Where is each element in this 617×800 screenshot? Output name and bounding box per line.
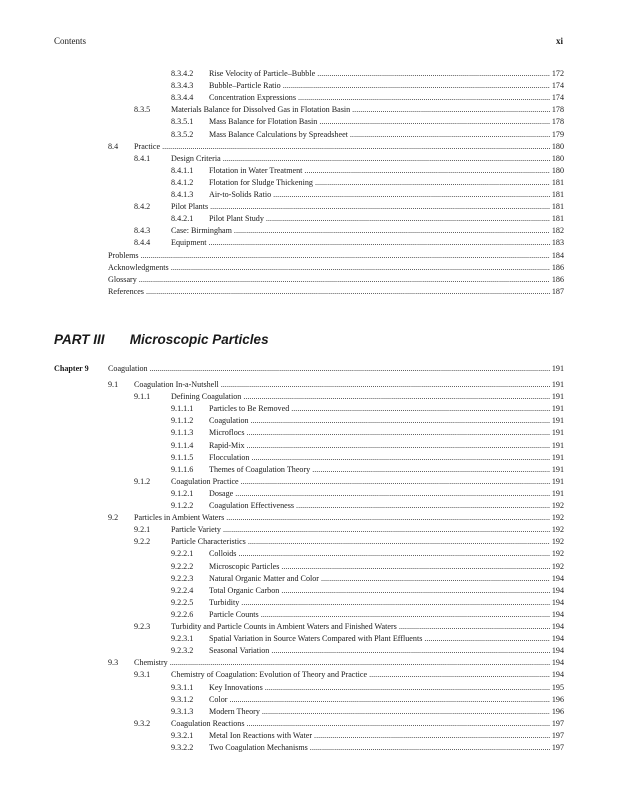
toc-entry[interactable] [108,250,564,262]
toc-entry[interactable] [171,165,564,177]
toc-entry-number: 9.2 [108,513,119,523]
dot-leader [369,669,550,681]
toc-entry[interactable] [171,573,564,585]
toc-entry-number: 9.3.1.1 [171,682,194,692]
dot-leader [281,585,550,597]
toc-entry-number: 9.2.2.6 [171,609,194,619]
toc-entry[interactable] [134,621,564,633]
toc-entry[interactable] [171,129,564,141]
toc-entry[interactable] [134,237,564,249]
toc-entry-title: Equipment [171,238,207,248]
toc-entry-page: 181 [551,214,564,224]
toc-entry-page: 174 [551,81,564,91]
toc-entry-page: 191 [551,392,564,402]
toc-entry-number: 9.1.1.3 [171,428,194,438]
toc-entry-title: Coagulation Reactions [171,718,245,728]
toc-entry-page: 179 [551,129,564,139]
toc-entry-page: 174 [551,93,564,103]
toc-entry[interactable] [171,633,564,645]
toc-entry-number: 9.1.2.1 [171,488,194,498]
dot-leader [319,116,550,128]
dot-leader [162,141,550,153]
toc-entry[interactable] [171,80,564,92]
toc-entry-page: 191 [551,428,564,438]
dot-leader [314,730,550,742]
dot-leader [281,561,550,573]
toc-entry-page: 194 [551,609,564,619]
toc-entry-number: 9.1.1.5 [171,452,194,462]
toc-entry-title: Coagulation Effectiveness [209,501,295,510]
toc-entry-title: Colloids [209,549,237,559]
toc-entry-title: Turbidity [209,597,240,607]
toc-entry-number: 9.1.1 [134,392,151,402]
toc-entry-title: Mass Balance for Flotation Basin [209,117,318,127]
toc-entry[interactable] [134,669,564,681]
toc-entry[interactable] [171,609,564,621]
toc-entry[interactable] [171,464,564,476]
toc-entry-page: 172 [551,69,564,78]
toc-entry-title: Two Coagulation Mechanisms [209,743,308,752]
toc-entry-title: Rapid-Mix [209,440,245,450]
toc-entry-title: Spatial Variation in Source Waters Compared with Plant Effluents [209,634,423,644]
toc-entry[interactable] [171,427,564,439]
toc-entry-number: 8.4.1.1 [171,165,194,175]
toc-entry-page: 191 [551,464,564,474]
toc-entry[interactable] [171,645,564,657]
toc-entry[interactable] [171,706,564,718]
toc-entry[interactable] [171,415,564,427]
toc-entry[interactable] [134,104,564,116]
dot-leader [352,104,550,116]
toc-entry-page: 187 [551,286,564,296]
toc-entry[interactable] [134,153,564,165]
dot-leader [247,440,550,452]
toc-entry-page: 194 [551,622,564,631]
toc-entry[interactable] [171,500,564,512]
toc-entry[interactable] [171,742,564,754]
toc-entry-title: Key Innovations [209,682,263,692]
toc-entry[interactable] [171,440,564,452]
dot-leader [223,153,550,165]
toc-entry-title: Particle Characteristics [171,537,246,547]
toc-entry-page: 197 [551,730,564,740]
toc-entry-title: Design Criteria [171,153,221,163]
toc-entry-page: 192 [551,513,564,523]
toc-entry-title: Pilot Plants [171,202,209,212]
toc-entry-title: Problems [108,250,139,260]
toc-entry-title: Case: Birmingham [171,226,232,236]
toc-entry[interactable] [134,524,564,536]
dot-leader [170,657,550,669]
toc-entry[interactable] [134,718,564,730]
dot-leader [251,415,550,427]
dot-leader [298,92,550,104]
dot-leader [399,621,550,633]
toc-entry-number: 9.3 [108,658,119,668]
toc-entry-title: Acknowledgments [108,262,169,272]
toc-entry-title: Seasonal Variation [209,646,270,656]
toc-entry-page: 194 [551,646,564,656]
toc-entry-page: 195 [551,682,564,692]
dot-leader [261,609,550,621]
toc-entry[interactable] [134,476,564,488]
toc-entry-number: 8.3.4.3 [171,81,194,91]
toc-entry-number: 9.3.2.1 [171,730,194,740]
dot-leader [262,706,550,718]
toc-entry-page: 191 [551,416,564,426]
toc-entry-page: 194 [551,670,564,680]
toc-entry-title: Flotation for Sludge Thickening [209,177,313,187]
dot-leader [291,403,550,415]
dot-leader [350,129,550,141]
toc-entry-number: 9.2.2.1 [171,549,194,559]
toc-entry-number: 9.1.1.6 [171,464,194,474]
toc-entry-number: 8.4.4 [134,238,151,248]
toc-entry-page: 191 [551,476,564,486]
dot-leader [171,262,550,274]
toc-entry[interactable] [171,403,564,415]
dot-leader [238,548,549,560]
toc-entry-page: 194 [551,597,564,607]
toc-entry-number: 9.2.2.4 [171,585,194,595]
toc-entry-page: 191 [551,452,564,462]
toc-entry-page: 196 [551,694,564,704]
toc-entry-page: 178 [551,105,564,115]
toc-entry[interactable] [108,512,564,524]
toc-entry-number: 9.3.2 [134,718,151,728]
toc-entry-number: 8.4.1.3 [171,190,194,199]
part-heading [54,331,269,349]
toc-entry-number: 9.1.2.2 [171,501,194,510]
toc-entry[interactable] [171,597,564,609]
toc-entry-number: 9.2.2 [134,537,151,547]
toc-entry-page: 191 [551,488,564,498]
toc-entry-title: Flotation in Water Treatment [209,165,303,175]
toc-entry[interactable] [108,657,564,669]
dot-leader [221,379,550,391]
toc-entry[interactable] [171,682,564,694]
toc-entry-number: 9.3.2.2 [171,743,194,752]
toc-entry-title: Coagulation Practice [171,476,239,486]
toc-entry[interactable] [108,286,564,298]
toc-entry-number: 8.3.5.1 [171,117,194,127]
toc-entry-page: 192 [551,549,564,559]
toc-entry-page: 178 [551,117,564,127]
toc-entry-number: 9.1.1.1 [171,404,194,414]
toc-entry-title: Modern Theory [209,706,260,716]
toc-entry-page: 191 [551,440,564,450]
dot-leader [146,286,550,298]
toc-entry-title: Metal Ion Reactions with Water [209,730,313,740]
toc-entry-title: Particle Counts [209,609,259,619]
toc-entry-number: 9.2.2.5 [171,597,194,607]
toc-entry[interactable] [171,694,564,706]
toc-entry-title: Concentration Expressions [209,93,296,103]
dot-leader [150,363,550,375]
dot-leader [315,177,550,189]
dot-leader [226,512,550,524]
toc-entry-page: 192 [551,501,564,510]
toc-entry-number: 8.3.4.4 [171,93,194,103]
toc-entry-number: 9.3.1.3 [171,706,194,716]
toc-entry-page: 194 [551,658,564,668]
dot-leader [310,742,550,754]
dot-leader [141,250,550,262]
dot-leader [424,633,550,645]
toc-entry-page: 196 [551,706,564,716]
toc-entry-number: 8.4.1.2 [171,177,194,187]
dot-leader [229,694,549,706]
toc-entry-page: 192 [551,561,564,571]
toc-entry-page: 194 [551,634,564,644]
toc-entry-page: 197 [551,718,564,728]
toc-entry-page: 182 [551,226,564,236]
dot-leader [273,189,550,201]
dot-leader [317,68,550,80]
toc-entry-title: Particles to Be Removed [209,404,290,414]
toc-entry[interactable] [171,68,564,80]
toc-entry-number: 8.4.3 [134,226,151,236]
toc-entry-page: 181 [551,202,564,212]
dot-leader [312,464,550,476]
toc-entry-page: 184 [551,250,564,260]
toc-entry-number: 8.4.2.1 [171,214,194,224]
toc-entry-title: Defining Coagulation [171,392,242,402]
dot-leader [304,165,549,177]
toc-entry[interactable] [171,548,564,560]
toc-entry[interactable] [171,189,564,201]
toc-entry[interactable] [171,730,564,742]
dot-leader [247,427,550,439]
toc-entry-page: 194 [551,573,564,583]
page-number-roman: xi [555,36,563,46]
toc-entry[interactable] [108,379,564,391]
toc-entry-number: 9.2.2.2 [171,561,194,571]
toc-entry-title: Dosage [209,488,234,498]
toc-entry-page: 194 [551,585,564,595]
toc-entry-page: 192 [551,537,564,547]
toc-entry-number: 9.2.3 [134,622,151,631]
toc-entry-number: 9.1.2 [134,476,151,486]
toc-entry-number: 9.2.2.3 [171,573,194,583]
toc-entry-title: Microflocs [209,428,245,438]
part-title: Microscopic Particles [129,332,269,347]
toc-entry-title: Particles in Ambient Waters [134,513,225,523]
toc-entry-number: 8.3.5.2 [171,129,194,139]
dot-leader [265,682,550,694]
toc-entry-title: Coagulation [209,416,249,426]
toc-entry-number: 8.3.5 [134,105,151,115]
dot-leader [296,500,550,512]
dot-leader [234,225,550,237]
toc-entry[interactable] [171,213,564,225]
chapter-label: Chapter 9 [54,364,89,373]
toc-entry-title: Microscopic Particles [209,561,280,571]
toc-entry-title: Chemistry of Coagulation: Evolution of Theory and Practice [171,670,368,680]
toc-entry[interactable] [171,92,564,104]
dot-leader [223,524,550,536]
toc-entry-title: Chemistry [134,658,168,668]
toc-entry-page: 183 [551,238,564,248]
toc-entry-title: Turbidity and Particle Counts in Ambient Waters and Finished Waters [171,622,397,631]
toc-entry-title: Glossary [108,274,137,284]
toc-entry-number: 9.2.3.1 [171,634,194,644]
toc-entry-page: 180 [551,141,564,151]
dot-leader [251,452,549,464]
toc-entry[interactable] [171,116,564,128]
toc-entry-page: 191 [551,380,564,389]
dot-leader [283,80,550,92]
toc-entry-page: 192 [551,525,564,535]
toc-entry[interactable] [171,561,564,573]
toc-entry[interactable] [134,536,564,548]
toc-entry-number: 9.2.1 [134,525,151,535]
toc-entry-title: Practice [134,141,161,151]
dot-leader [266,213,550,225]
toc-entry-number: 8.3.4.2 [171,69,194,78]
dot-leader [271,645,550,657]
toc-entry-title: Themes of Coagulation Theory [209,464,311,474]
toc-entry-title: Particle Variety [171,525,221,535]
toc-entry-page: 191 [551,404,564,414]
dot-leader [139,274,550,286]
toc-entry[interactable] [171,488,564,500]
dot-leader [209,237,550,249]
dot-leader [241,597,550,609]
dot-leader [247,718,550,730]
toc-entry-title: Bubble–Particle Ratio [209,81,281,91]
toc-entry-title: Pilot Plant Study [209,214,264,224]
toc-entry-number: 8.4.1 [134,153,151,163]
toc-entry-title: Total Organic Carbon [209,585,280,595]
toc-entry-title: Mass Balance Calculations by Spreadsheet [209,129,348,139]
toc-entry-title: Materials Balance for Dissolved Gas in Flotation Basin [171,105,351,115]
chapter-page: 191 [551,364,564,373]
dot-leader [210,201,550,213]
toc-entry-page: 181 [551,190,564,199]
toc-entry[interactable] [108,262,564,274]
chapter-title: Coagulation [108,364,148,373]
toc-entry-page: 180 [551,165,564,175]
toc-entry[interactable] [134,391,564,403]
toc-entry-title: Flocculation [209,452,250,462]
toc-entry-number: 9.3.1.2 [171,694,194,704]
toc-entry-number: 9.1 [108,380,119,389]
dot-leader [321,573,550,585]
dot-leader [243,391,550,403]
toc-entry-page: 186 [551,274,564,284]
toc-entry[interactable] [108,274,564,286]
toc-entry-page: 197 [551,743,564,752]
part-label: PART III [54,332,105,347]
toc-entry-number: 9.3.1 [134,670,151,680]
running-header-left: Contents [54,36,87,46]
toc-entry[interactable] [171,177,564,189]
toc-entry-title: Coagulation In-a-Nutshell [134,380,219,389]
toc-entry-page: 181 [551,177,564,187]
toc-entry[interactable] [171,585,564,597]
toc-entry[interactable] [134,225,564,237]
dot-leader [248,536,550,548]
toc-entry-title: References [108,286,144,296]
chapter-entry[interactable] [54,363,564,375]
toc-entry[interactable] [171,452,564,464]
dot-leader [241,476,550,488]
toc-entry-number: 8.4 [108,141,119,151]
toc-entry-title: Color [209,694,228,704]
toc-entry-title: Natural Organic Matter and Color [209,573,319,583]
toc-entry-page: 186 [551,262,564,272]
toc-entry-title: Rise Velocity of Particle–Bubble [209,69,316,78]
toc-entry-title: Air-to-Solids Ratio [209,190,272,199]
toc-entry-number: 9.1.1.2 [171,416,194,426]
toc-entry[interactable] [108,141,564,153]
toc-entry-number: 9.2.3.2 [171,646,194,656]
toc-entry-page: 180 [551,153,564,163]
toc-entry-number: 8.4.2 [134,202,151,212]
toc-entry[interactable] [134,201,564,213]
dot-leader [235,488,550,500]
toc-entry-number: 9.1.1.4 [171,440,194,450]
